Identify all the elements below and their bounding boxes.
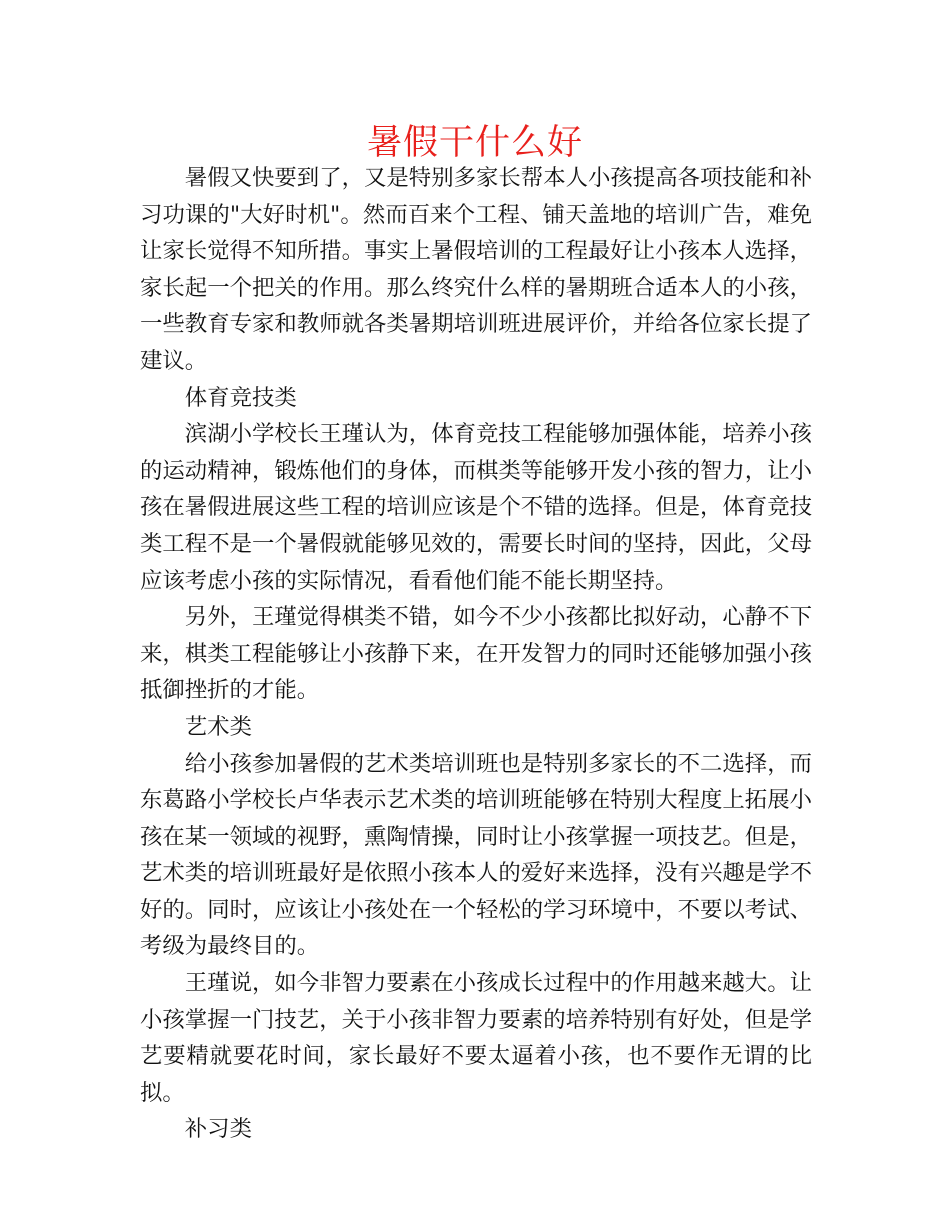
page-title: 暑假干什么好	[366, 123, 583, 163]
paragraph-sports-1: 滨湖小学校长王瑾认为，体育竞技工程能够加强体能，培养小孩的运动精神，锻炼他们的身体，而棋类等能够开发小孩的智力，让小孩在暑假进展这些工程的培训应该是个不错的选择。但是，体育竞技类工程不是一个暑假就能够见效的，需要长时间的坚持，因此，父母应该考虑小孩的实际情况，看看他们能不能长期坚持。	[140, 421, 812, 594]
section-heading-arts: 艺术类	[184, 713, 252, 740]
document-body	[140, 160, 812, 1148]
section-heading-tutoring: 补习类	[184, 1116, 252, 1143]
section-heading-sports: 体育竞技类	[184, 384, 297, 411]
paragraph-intro: 暑假又快要到了，又是特别多家长帮本人小孩提高各项技能和补习功课的"大好时机"。然而百来个工程、铺天盖地的培训广告，难免让家长觉得不知所措。事实上暑假培训的工程最好让小孩本人选择，家长起一个把关的作用。那么终究什么样的暑期班合适本人的小孩，一些教育专家和教师就各类暑期培训班进展评价，并给各位家长提了建议。	[140, 165, 812, 374]
paragraph-sports-2: 另外，王瑾觉得棋类不错，如今不少小孩都比拟好动，心静不下来，棋类工程能够让小孩静下来，在开发智力的同时还能够加强小孩抵御挫折的才能。	[140, 604, 812, 704]
paragraph-arts-1: 给小孩参加暑假的艺术类培训班也是特别多家长的不二选择，而东葛路小学校长卢华表示艺术类的培训班能够在特别大程度上拓展小孩在某一领域的视野，熏陶情操，同时让小孩掌握一项技艺。但是，艺术类的培训班最好是依照小孩本人的爱好来选择，没有兴趣是学不好的。同时，应该让小孩处在一个轻松的学习环境中，不要以考试、考级为最终目的。	[140, 750, 812, 960]
paragraph-arts-2: 王瑾说，如今非智力要素在小孩成长过程中的作用越来越大。让小孩掌握一门技艺，关于小孩非智力要素的培养特别有好处，但是学艺要精就要花时间，家长最好不要太逼着小孩，也不要作无谓的比拟。	[140, 970, 812, 1106]
